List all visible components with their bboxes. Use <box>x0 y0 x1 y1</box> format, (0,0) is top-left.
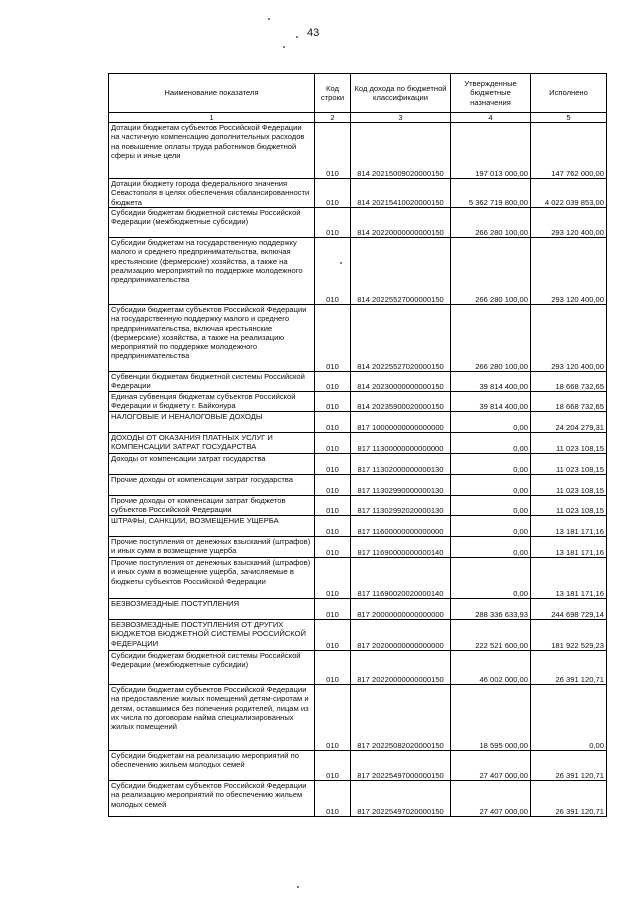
row-plan: 46 002 000,00 <box>451 651 531 685</box>
table-row <box>109 392 607 412</box>
scan-speck <box>283 46 285 48</box>
table-row <box>109 558 607 599</box>
row-plan: 222 521 600,00 <box>451 620 531 651</box>
header-plan: Утвержденные бюджетные назначения <box>451 74 531 113</box>
row-kod: 817 11302990000000130 <box>351 475 451 496</box>
row-code: 010 <box>315 651 351 685</box>
row-done: 11 023 108,15 <box>531 454 607 475</box>
row-code: 010 <box>315 208 351 238</box>
row-code: 010 <box>315 620 351 651</box>
table-header-row <box>109 74 607 113</box>
row-kod: 814 20215410020000150 <box>351 179 451 208</box>
row-name: Субсидии бюджетам на реализацию мероприятий по обеспечению жильем молодых семей <box>109 751 315 781</box>
row-plan: 266 280 100,00 <box>451 238 531 305</box>
col-number: 3 <box>351 113 451 123</box>
table-row <box>109 620 607 651</box>
row-kod: 817 20200000000000000 <box>351 620 451 651</box>
row-name: Субсидии бюджетам на государственную поддержку малого и среднего предпринимательства, включая крестьянские (фермерские) хозяйства, а также на реализацию мероприятий по поддержке молодежного предпринимательства <box>109 238 315 305</box>
row-plan: 27 407 000,00 <box>451 751 531 781</box>
row-plan: 0,00 <box>451 516 531 537</box>
row-code: 010 <box>315 179 351 208</box>
row-plan: 27 407 000,00 <box>451 781 531 817</box>
row-code: 010 <box>315 496 351 516</box>
row-kod: 814 20225527000000150 <box>351 238 451 305</box>
row-code: 010 <box>315 392 351 412</box>
row-code: 010 <box>315 558 351 599</box>
table-row <box>109 751 607 781</box>
row-done: 24 204 279,31 <box>531 412 607 433</box>
row-done: 293 120 400,00 <box>531 238 607 305</box>
row-kod: 814 20225527020000150 <box>351 305 451 372</box>
row-name: ДОХОДЫ ОТ ОКАЗАНИЯ ПЛАТНЫХ УСЛУГ И КОМПЕНСАЦИИ ЗАТРАТ ГОСУДАРСТВА <box>109 433 315 454</box>
row-done: 26 391 120,71 <box>531 751 607 781</box>
row-kod: 817 11600000000000000 <box>351 516 451 537</box>
row-plan: 197 013 000,00 <box>451 123 531 179</box>
table-row <box>109 651 607 685</box>
table-row <box>109 516 607 537</box>
row-plan: 0,00 <box>451 537 531 558</box>
table-row <box>109 208 607 238</box>
table-row <box>109 305 607 372</box>
row-name: Субсидии бюджетам бюджетной системы Российской Федерации (межбюджетные субсидии) <box>109 208 315 238</box>
row-done: 4 022 039 853,00 <box>531 179 607 208</box>
row-kod: 817 10000000000000000 <box>351 412 451 433</box>
table-row <box>109 433 607 454</box>
table-row <box>109 238 607 305</box>
row-kod: 814 20230000000000150 <box>351 372 451 392</box>
row-name: Субсидии бюджетам субъектов Российской Федерации на государственную поддержку малого и среднего предпринимательства, включая крестьянские (фермерские) хозяйства, а также на реализацию мероприятий по поддержке молодежного предпринимательства <box>109 305 315 372</box>
table-row <box>109 412 607 433</box>
row-kod: 817 20220000000000150 <box>351 651 451 685</box>
row-kod: 817 11302992020000130 <box>351 496 451 516</box>
row-name: Субсидии бюджетам бюджетной системы Российской Федерации (межбюджетные субсидии) <box>109 651 315 685</box>
row-plan: 266 280 100,00 <box>451 305 531 372</box>
row-name: Субсидии бюджетам субъектов Российской Федерации на предоставление жилых помещений детям-сиротам и детям, оставшимся без попечения родителей, лицам из их числа по договорам найма специализированных жилых помещений <box>109 685 315 751</box>
row-code: 010 <box>315 123 351 179</box>
row-name: БЕЗВОЗМЕЗДНЫЕ ПОСТУПЛЕНИЯ <box>109 599 315 620</box>
col-number: 4 <box>451 113 531 123</box>
row-plan: 0,00 <box>451 496 531 516</box>
page-number: 43 <box>307 27 320 39</box>
row-done: 13 181 171,16 <box>531 537 607 558</box>
row-plan: 0,00 <box>451 454 531 475</box>
table-row <box>109 685 607 751</box>
row-name: НАЛОГОВЫЕ И НЕНАЛОГОВЫЕ ДОХОДЫ <box>109 412 315 433</box>
table-row <box>109 496 607 516</box>
row-code: 010 <box>315 781 351 817</box>
row-plan: 0,00 <box>451 475 531 496</box>
table-row <box>109 599 607 620</box>
row-code: 010 <box>315 537 351 558</box>
row-name: Доходы от компенсации затрат государства <box>109 454 315 475</box>
row-name: Дотации бюджету города федерального значения Севастополя в целях обеспечения сбалансированности бюджета <box>109 179 315 208</box>
row-code: 010 <box>315 305 351 372</box>
table-row <box>109 454 607 475</box>
row-name: Прочие доходы от компенсации затрат бюджетов субъектов Российской Федерации <box>109 496 315 516</box>
header-done: Исполнено <box>531 74 607 113</box>
row-kod: 814 20215009020000150 <box>351 123 451 179</box>
column-numbers-row <box>109 113 607 123</box>
row-name: Субсидии бюджетам субъектов Российской Федерации на реализацию мероприятий по обеспечению жильем молодых семей <box>109 781 315 817</box>
col-number: 1 <box>109 113 315 123</box>
row-done: 13 181 171,16 <box>531 558 607 599</box>
row-plan: 5 362 719 800,00 <box>451 179 531 208</box>
row-kod: 814 20235900020000150 <box>351 392 451 412</box>
row-plan: 39 814 400,00 <box>451 392 531 412</box>
row-plan: 266 280 100,00 <box>451 208 531 238</box>
row-code: 010 <box>315 516 351 537</box>
row-kod: 817 11300000000000000 <box>351 433 451 454</box>
row-name: Субвенции бюджетам бюджетной системы Российской Федерации <box>109 372 315 392</box>
row-code: 010 <box>315 238 351 305</box>
row-name: БЕЗВОЗМЕЗДНЫЕ ПОСТУПЛЕНИЯ ОТ ДРУГИХ БЮДЖЕТОВ БЮДЖЕТНОЙ СИСТЕМЫ РОССИЙСКОЙ ФЕДЕРАЦИИ <box>109 620 315 651</box>
row-kod: 817 11302000000000130 <box>351 454 451 475</box>
row-code: 010 <box>315 685 351 751</box>
scan-speck <box>296 36 298 38</box>
row-name: Прочие доходы от компенсации затрат государства <box>109 475 315 496</box>
row-plan: 0,00 <box>451 412 531 433</box>
row-code: 010 <box>315 454 351 475</box>
header-name: Наименование показателя <box>109 74 315 113</box>
col-number: 2 <box>315 113 351 123</box>
row-kod: 817 20225497000000150 <box>351 751 451 781</box>
row-done: 293 120 400,00 <box>531 208 607 238</box>
row-name: Прочие поступления от денежных взысканий (штрафов) и иных сумм в возмещение ущерба <box>109 537 315 558</box>
row-code: 010 <box>315 372 351 392</box>
row-name: ШТРАФЫ, САНКЦИИ, ВОЗМЕЩЕНИЕ УЩЕРБА <box>109 516 315 537</box>
row-code: 010 <box>315 412 351 433</box>
row-done: 18 668 732,65 <box>531 372 607 392</box>
row-done: 26 391 120,71 <box>531 781 607 817</box>
row-kod: 817 11690000000000140 <box>351 537 451 558</box>
row-name: Единая субвенция бюджетам субъектов Российской Федерации и бюджету г. Байконура <box>109 392 315 412</box>
row-done: 11 023 108,15 <box>531 496 607 516</box>
table-row <box>109 475 607 496</box>
table-row <box>109 537 607 558</box>
row-name: Дотации бюджетам субъектов Российской Федерации на частичную компенсацию дополнительных расходов на повышение оплаты труда работников бюджетной сферы и иные цели <box>109 123 315 179</box>
table-row <box>109 179 607 208</box>
header-code: Код строки <box>315 74 351 113</box>
row-done: 13 181 171,16 <box>531 516 607 537</box>
table-row <box>109 123 607 179</box>
row-plan: 39 814 400,00 <box>451 372 531 392</box>
row-plan: 0,00 <box>451 558 531 599</box>
col-number: 5 <box>531 113 607 123</box>
row-done: 293 120 400,00 <box>531 305 607 372</box>
row-done: 244 698 729,14 <box>531 599 607 620</box>
row-code: 010 <box>315 475 351 496</box>
row-done: 11 023 108,15 <box>531 475 607 496</box>
row-code: 010 <box>315 751 351 781</box>
row-plan: 18 595 000,00 <box>451 685 531 751</box>
row-done: 18 668 732,65 <box>531 392 607 412</box>
row-plan: 0,00 <box>451 433 531 454</box>
row-kod: 817 11690020020000140 <box>351 558 451 599</box>
scan-speck <box>297 886 299 888</box>
row-done: 0,00 <box>531 685 607 751</box>
row-done: 181 922 529,23 <box>531 620 607 651</box>
row-code: 010 <box>315 599 351 620</box>
header-kod: Код дохода по бюджетной классификации <box>351 74 451 113</box>
row-kod: 817 20225497020000150 <box>351 781 451 817</box>
row-kod: 817 20000000000000000 <box>351 599 451 620</box>
row-done: 26 391 120,71 <box>531 651 607 685</box>
row-code: 010 <box>315 433 351 454</box>
scan-speck <box>268 18 270 20</box>
row-name: Прочие поступления от денежных взысканий (штрафов) и иных сумм в возмещение ущерба, зачисляемые в бюджеты субъектов Российской Федерации <box>109 558 315 599</box>
row-done: 11 023 108,15 <box>531 433 607 454</box>
row-kod: 817 20225082020000150 <box>351 685 451 751</box>
row-plan: 288 336 633,93 <box>451 599 531 620</box>
table-row <box>109 781 607 817</box>
budget-table <box>108 73 607 817</box>
row-kod: 814 20220000000000150 <box>351 208 451 238</box>
table-row <box>109 372 607 392</box>
row-done: 147 762 000,00 <box>531 123 607 179</box>
